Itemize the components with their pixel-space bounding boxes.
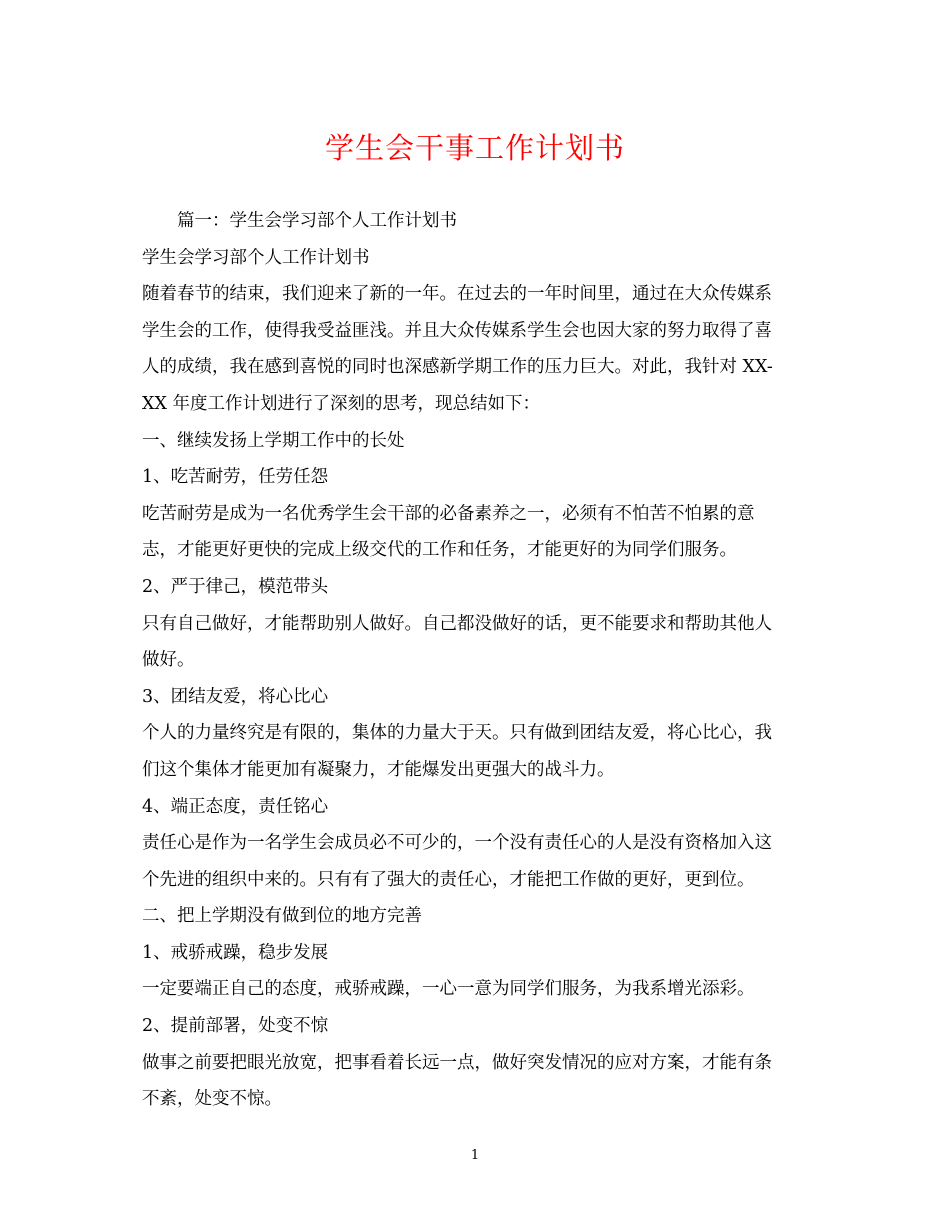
item-heading: 2、提前部署，处变不惊 — [142, 1016, 329, 1037]
paragraph-line: 志，才能更好更快的完成上级交代的工作和任务，才能更好的为同学们服务。 — [142, 540, 737, 561]
paragraph-line: 一定要端正自己的态度，戒骄戒躁，一心一意为同学们服务，为我系增光添彩。 — [142, 979, 755, 1000]
paragraph-line: 做好。 — [142, 650, 195, 671]
document-body — [142, 203, 812, 1118]
item-heading: 4、端正态度，责任铭心 — [142, 796, 329, 817]
section-heading: 篇一：学生会学习部个人工作计划书 — [177, 211, 457, 231]
item-heading: 1、吃苦耐劳，任劳任怨 — [142, 467, 329, 488]
paragraph-line: 个人的力量终究是有限的，集体的力量大于天。只有做到团结友爱，将心比心，我 — [142, 723, 772, 744]
paragraph-line: 吃苦耐劳是成为一名优秀学生会干部的必备素养之一，必须有不怕苦不怕累的意 — [142, 503, 755, 524]
paragraph-line: 责任心是作为一名学生会成员必不可少的，一个没有责任心的人是没有资格加入这 — [142, 833, 772, 854]
item-heading: 2、严于律己，模范带头 — [142, 576, 329, 597]
paragraph-line: 人的成绩，我在感到喜悦的同时也深感新学期工作的压力巨大。对此，我针对 XX- — [142, 357, 773, 378]
paragraph-line: 只有自己做好，才能帮助别人做好。自己都没做好的话，更不能要求和帮助其他人 — [142, 613, 772, 634]
paragraph-line: 学生会的工作，使得我受益匪浅。并且大众传媒系学生会也因大家的努力取得了喜 — [142, 320, 772, 341]
item-heading: 3、团结友爱，将心比心 — [142, 686, 329, 707]
paragraph-line: 随着春节的结束，我们迎来了新的一年。在过去的一年时间里，通过在大众传媒系 — [142, 284, 772, 305]
paragraph-line: 做事之前要把眼光放宽，把事看着长远一点，做好突发情况的应对方案，才能有条 — [142, 1052, 772, 1073]
paragraph-line: 们这个集体才能更加有凝聚力，才能爆发出更强大的战斗力。 — [142, 759, 615, 780]
subtitle-line: 学生会学习部个人工作计划书 — [142, 247, 370, 268]
page-number: 1 — [470, 1148, 480, 1163]
heading-line: 二、把上学期没有做到位的地方完善 — [142, 906, 422, 927]
paragraph-line: 个先进的组织中来的。只有有了强大的责任心，才能把工作做的更好，更到位。 — [142, 869, 755, 890]
paragraph-line: 不紊，处变不惊。 — [142, 1089, 282, 1110]
heading-line: 一、继续发扬上学期工作中的长处 — [142, 430, 405, 451]
item-heading: 1、戒骄戒躁，稳步发展 — [142, 942, 329, 963]
document-title: 学生会干事工作计划书 — [324, 131, 625, 165]
paragraph-line: XX 年度工作计划进行了深刻的思考，现总结如下： — [142, 393, 540, 414]
